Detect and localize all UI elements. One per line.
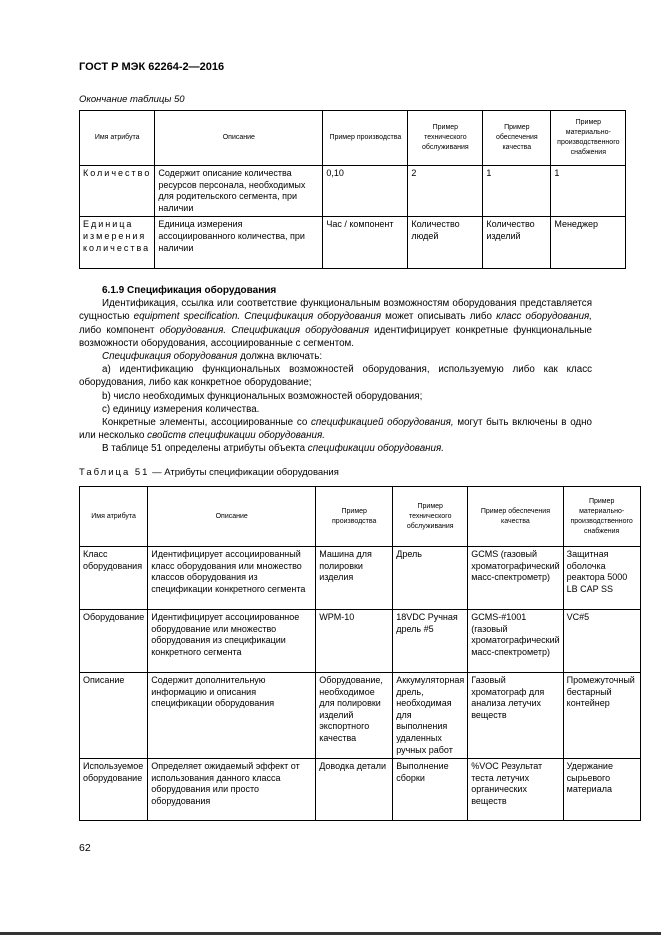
table-header-row <box>80 487 641 547</box>
col-header: Пример технического обслуживания <box>408 111 483 166</box>
table-cell: 1 <box>551 166 626 217</box>
table-cell: 2 <box>408 166 483 217</box>
table-cell: Доводка детали <box>316 759 393 821</box>
table-cell: VC#5 <box>563 610 640 673</box>
table-row <box>80 547 641 610</box>
table-cell: Единица измерения количества <box>80 217 155 269</box>
table-cell: WPM-10 <box>316 610 393 673</box>
col-header: Пример технического обслуживания <box>393 487 468 547</box>
table-cell: Менеджер <box>551 217 626 269</box>
table-cell: Промежуточный бестарный контейнер <box>563 673 640 759</box>
table-cell: Удержание сырьевого материала <box>563 759 640 821</box>
table-cell: Газовый хроматограф для анализа летучих веществ <box>468 673 563 759</box>
table-cell: %VOC Результат теста летучих органических веществ <box>468 759 563 821</box>
paragraph: В таблице 51 определены атрибуты объекта спецификации оборудования. <box>102 443 444 455</box>
table-51 <box>79 486 641 821</box>
table-cell: Содержит описание количества ресурсов персонала, необходимых для родительского сегмента, при наличии <box>155 166 323 217</box>
table-cell: Количество людей <box>408 217 483 269</box>
col-header: Пример материально-производственного снабжения <box>563 487 640 547</box>
table-cell: Оборудование, необходимое для полировки изделий экспортного качества <box>316 673 393 759</box>
table-cell: GCMS (газовый хроматографический масс-спектрометр) <box>468 547 563 610</box>
table-cell: Оборудование <box>80 610 148 673</box>
section-equipment-specification <box>79 284 592 456</box>
col-header: Описание <box>155 111 323 166</box>
col-header: Пример производства <box>316 487 393 547</box>
col-header: Пример обеспечения качества <box>483 111 551 166</box>
table-cell: Идентифицирует ассоциированный класс оборудования или множество классов оборудования из спецификации конкретного сегмента <box>148 547 316 610</box>
list-item: с) единицу измерения количества. <box>102 403 260 415</box>
col-header: Имя атрибута <box>80 487 148 547</box>
list-item: а) идентификацию функциональных возможностей оборудования, используемую либо как класс оборудования, либо как конкретное оборудование; <box>79 364 592 389</box>
table-cell: Количество <box>80 166 155 217</box>
table-row <box>80 610 641 673</box>
page-number: 62 <box>79 842 91 854</box>
table-cell: Количество изделий <box>483 217 551 269</box>
paragraph: Спецификация оборудования должна включать: <box>102 351 323 363</box>
section-heading: 6.1.9 Спецификация оборудования <box>102 285 277 296</box>
table-51-title <box>79 467 339 478</box>
table-cell: 18VDC Ручная дрель #5 <box>393 610 468 673</box>
table-cell: Дрель <box>393 547 468 610</box>
col-header: Описание <box>148 487 316 547</box>
table-cell: 0,10 <box>323 166 408 217</box>
document-header: ГОСТ Р МЭК 62264-2—2016 <box>79 61 225 73</box>
table-continuation-caption: Окончание таблицы 50 <box>79 94 185 105</box>
col-header: Пример материально-производственного снабжения <box>551 111 626 166</box>
table-row <box>80 759 641 821</box>
paragraph: Конкретные элементы, ассоциированные со спецификацией оборудования, могут быть включены в одно или несколько свойств спецификации оборудования. <box>79 417 593 442</box>
table-cell: Час / компонент <box>323 217 408 269</box>
table-cell: Аккумуляторная дрель, необходимая для выполнения удаленных ручных работ <box>393 673 468 759</box>
table-cell: 1 <box>483 166 551 217</box>
table-row <box>80 673 641 759</box>
table-title: — Атрибуты спецификации оборудования <box>152 467 339 478</box>
table-label: Таблица 51 <box>79 467 150 478</box>
table-cell: Защитная оболочка реактора 5000 LB CAP SS <box>563 547 640 610</box>
table-cell: Используемое оборудование <box>80 759 148 821</box>
table-row <box>80 217 626 269</box>
col-header: Пример обеспечения качества <box>468 487 563 547</box>
table-cell: Определяет ожидаемый эффект от использования данного класса оборудования или просто оборудования <box>148 759 316 821</box>
table-cell: Описание <box>80 673 148 759</box>
table-cell: Класс оборудования <box>80 547 148 610</box>
table-cell: Единица измерения ассоциированного количества, при наличии <box>155 217 323 269</box>
table-cell: Выполнение сборки <box>393 759 468 821</box>
paragraph: Идентификация, ссылка или соответствие функциональным возможностям оборудования представляется сущностью equipment specification. Спецификация оборудования может описывать либо класс оборудования, либо компонент оборудования. Спецификация оборудования идентифицирует конкретные функциональные возможности оборудования, ассоциированные с сегментом. <box>79 298 592 349</box>
table-row <box>80 166 626 217</box>
table-cell: Содержит дополнительную информацию и описания спецификации оборудования <box>148 673 316 759</box>
table-50 <box>79 110 626 269</box>
table-cell: Идентифицирует ассоциированное оборудование или множество оборудования из спецификации конкретного сегмента <box>148 610 316 673</box>
col-header: Пример производства <box>323 111 408 166</box>
table-cell: GCMS-#1001 (газовый хроматографический масс-спектрометр) <box>468 610 563 673</box>
table-header-row <box>80 111 626 166</box>
table-cell: Машина для полировки изделия <box>316 547 393 610</box>
list-item: b) число необходимых функциональных возможностей оборудования; <box>102 390 423 402</box>
col-header: Имя атрибута <box>80 111 155 166</box>
